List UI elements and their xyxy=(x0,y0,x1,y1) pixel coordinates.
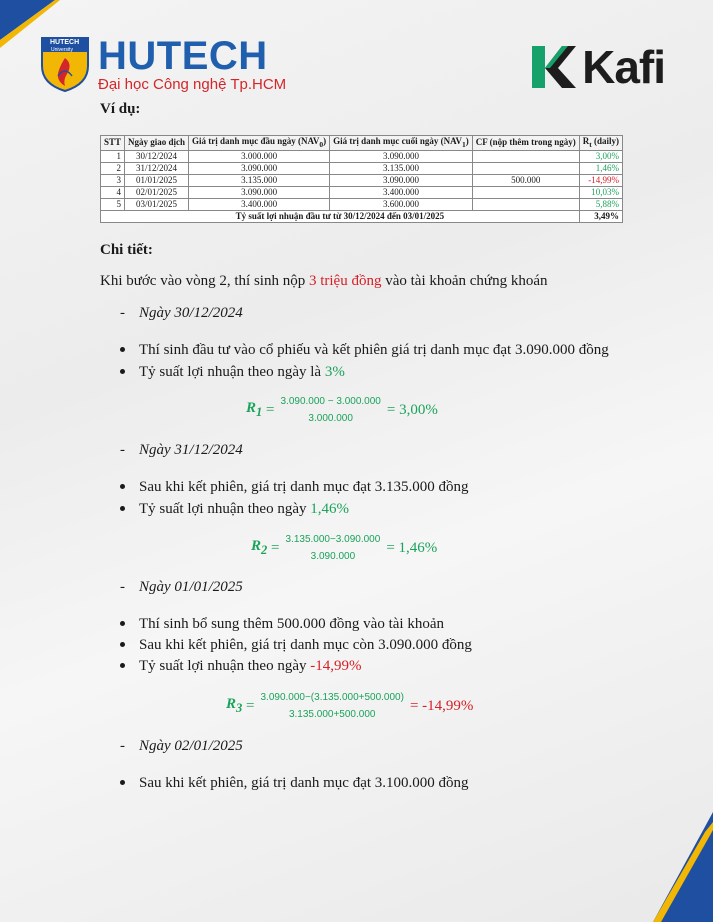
table-summary-row xyxy=(101,210,623,222)
kafi-logo xyxy=(532,40,665,94)
cell-stt: 2 xyxy=(101,162,125,174)
list-item: Thí sinh đầu tư vào cổ phiếu và kết phiên giá trị danh mục đạt 3.090.000 đồng xyxy=(120,342,609,359)
cell-cf xyxy=(472,150,579,162)
summary-label: Tỷ suất lợi nhuận đầu tư từ 30/12/2024 đến 03/01/2025 xyxy=(101,210,580,222)
formula-r2: $R_2$ = 3.135.000−3.090.000 3.090.000 = 1,46% xyxy=(251,534,438,562)
col-date: Ngày giao dịch xyxy=(125,136,189,151)
cell-start: 3.000.000 xyxy=(189,150,330,162)
cell-start: 3.090.000 xyxy=(189,162,330,174)
cell-r: -14,99% xyxy=(579,174,622,186)
example-table xyxy=(100,135,623,223)
kafi-k-icon xyxy=(532,44,576,90)
cell-end: 3.090.000 xyxy=(330,150,473,162)
list-item: Sau khi kết phiên, giá trị danh mục đạt 3.100.000 đồng xyxy=(120,775,469,792)
formula-r3: $R_3$ = 3.090.000−(3.135.000+500.000) 3.135.000+500.000 = -14,99% xyxy=(226,692,474,720)
kafi-wordmark: Kafi xyxy=(582,41,665,93)
day-label: - Ngày 30/12/2024 xyxy=(120,305,243,321)
cell-r: 3,00% xyxy=(579,150,622,162)
intro-highlight: 3 triệu đồng xyxy=(308,273,382,289)
cell-end: 3.600.000 xyxy=(330,198,473,210)
cell-start: 3.090.000 xyxy=(189,186,330,198)
table-row xyxy=(101,162,623,174)
col-cf: CF (nộp thêm trong ngày) xyxy=(472,136,579,151)
cell-cf: 500.000 xyxy=(472,174,579,186)
cell-end: 3.135.000 xyxy=(330,162,473,174)
cell-r: 1,46% xyxy=(579,162,622,174)
table-row xyxy=(101,150,623,162)
list-item: Sau khi kết phiên, giá trị danh mục còn 3.090.000 đồng xyxy=(120,637,472,654)
col-start-value: Giá trị danh mục đầu ngày $(NAV_0)$ xyxy=(189,136,330,151)
table-row xyxy=(101,198,623,210)
day-label: - Ngày 01/01/2025 xyxy=(120,579,243,595)
cell-stt: 5 xyxy=(101,198,125,210)
hutech-subtitle: Đại học Công nghệ Tp.HCM xyxy=(98,76,287,93)
day-label: - Ngày 02/01/2025 xyxy=(120,738,243,754)
hutech-logo xyxy=(40,36,286,94)
hutech-shield-sublabel: University xyxy=(51,47,73,53)
list-item: Tỷ suất lợi nhuận theo ngày là 3% xyxy=(120,364,345,381)
list-item: Thí sinh bổ sung thêm 500.000 đồng vào tài khoản xyxy=(120,616,444,633)
formula-r1: $R_1$ = 3.090.000 − 3.000.000 3.000.000 = 3,00% xyxy=(246,396,438,424)
list-item: Sau khi kết phiên, giá trị danh mục đạt 3.135.000 đồng xyxy=(120,479,469,496)
cell-end: 3.400.000 xyxy=(330,186,473,198)
summary-value: 3,49% xyxy=(579,210,622,222)
cell-stt: 3 xyxy=(101,174,125,186)
list-item: Tỷ suất lợi nhuận theo ngày 1,46% xyxy=(120,501,349,518)
cell-cf xyxy=(472,186,579,198)
cell-r: 5,88% xyxy=(579,198,622,210)
list-item: Tỷ suất lợi nhuận theo ngày -14,99% xyxy=(120,658,361,675)
cell-date: 30/12/2024 xyxy=(125,150,189,162)
cell-date: 03/01/2025 xyxy=(125,198,189,210)
cell-r: 10,03% xyxy=(579,186,622,198)
cell-cf xyxy=(472,162,579,174)
cell-start: 3.400.000 xyxy=(189,198,330,210)
cell-end: 3.090.000 xyxy=(330,174,473,186)
hutech-name: HUTECH xyxy=(98,34,268,78)
table-row xyxy=(101,174,623,186)
cell-cf xyxy=(472,198,579,210)
cell-stt: 1 xyxy=(101,150,125,162)
table-row xyxy=(101,186,623,198)
table-header-row xyxy=(101,136,623,151)
example-heading: Ví dụ: xyxy=(100,101,141,117)
bottom-right-corner-decoration xyxy=(653,812,713,922)
day-label: - Ngày 31/12/2024 xyxy=(120,442,243,458)
detail-heading: Chi tiết: xyxy=(100,242,153,258)
cell-start: 3.135.000 xyxy=(189,174,330,186)
col-stt: STT xyxy=(101,136,125,151)
hutech-shield-label: HUTECH xyxy=(50,39,80,46)
col-r-daily: $R_t$ (daily) xyxy=(579,136,622,151)
col-end-value: Giá trị danh mục cuối ngày $(NAV_1)$ xyxy=(330,136,473,151)
cell-date: 01/01/2025 xyxy=(125,174,189,186)
cell-date: 02/01/2025 xyxy=(125,186,189,198)
cell-stt: 4 xyxy=(101,186,125,198)
cell-date: 31/12/2024 xyxy=(125,162,189,174)
intro-paragraph: Khi bước vào vòng 2, thí sinh nộp 3 triệu đồng vào tài khoản chứng khoán xyxy=(100,273,548,289)
